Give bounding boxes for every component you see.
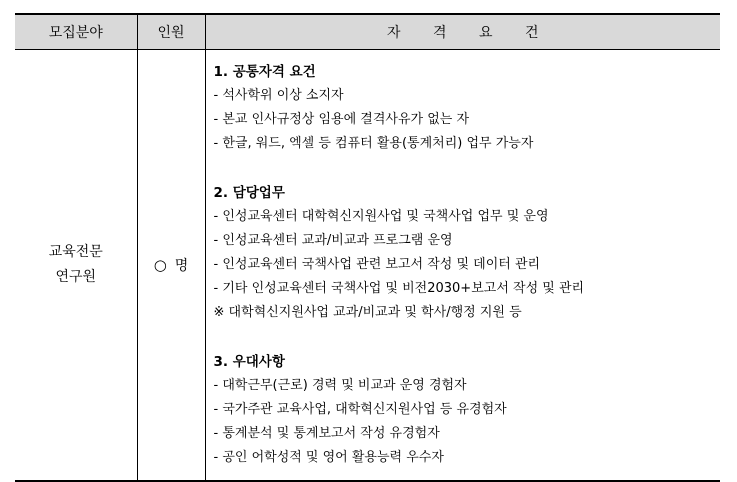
- header-count: 인원: [137, 14, 205, 50]
- requirements-cell: [205, 50, 720, 482]
- field-cell: [15, 50, 137, 482]
- list-item: - 국가주관 교육사업, 대학혁신지원사업 등 유경험자: [213, 402, 507, 417]
- list-item: ※ 대학혁신지원사업 교과/비교과 및 학사/행정 지원 등: [213, 305, 522, 320]
- field-name-line1: 교육전문: [48, 244, 103, 260]
- field-name-line2: 연구원: [55, 269, 97, 285]
- position-row: [15, 50, 720, 482]
- list-item: - 공인 어학성적 및 영어 활용능력 우수자: [213, 450, 444, 465]
- list-item: - 인성교육센터 국책사업 관련 보고서 작성 및 데이터 관리: [213, 257, 541, 272]
- section-common: [214, 60, 721, 156]
- count-unit: 명: [174, 258, 189, 274]
- list-item: - 본교 인사규정상 임용에 결격사유가 없는 자: [213, 112, 470, 127]
- section-title: 1. 공통자격 요건: [213, 64, 316, 80]
- list-item: - 인성교육센터 교과/비교과 프로그램 운영: [213, 233, 453, 248]
- list-item: - 한글, 워드, 엑셀 등 컴퓨터 활용(통계처리) 업무 가능자: [213, 136, 534, 151]
- header-row: [15, 14, 720, 50]
- list-item: - 통계분석 및 통계보고서 작성 유경험자: [213, 426, 440, 441]
- header-requirements: 자 격 요 건: [205, 14, 720, 50]
- list-item: - 석사학위 이상 소지자: [213, 88, 344, 103]
- section-title: 3. 우대사항: [213, 354, 285, 370]
- section-title: 2. 담당업무: [213, 185, 285, 201]
- recruitment-table: [15, 13, 720, 482]
- header-field: 모집분야: [15, 14, 137, 50]
- list-item: - 대학근무(근로) 경력 및 비교과 운영 경험자: [213, 378, 467, 393]
- list-item: - 기타 인성교육센터 국책사업 및 비전2030+보고서 작성 및 관리: [213, 281, 585, 296]
- list-item: - 인성교육센터 대학혁신지원사업 및 국책사업 업무 및 운영: [213, 209, 549, 224]
- count-cell: [137, 50, 205, 482]
- count-placeholder: ○: [153, 256, 167, 274]
- section-preferred: [214, 350, 721, 470]
- section-duties: [214, 181, 721, 325]
